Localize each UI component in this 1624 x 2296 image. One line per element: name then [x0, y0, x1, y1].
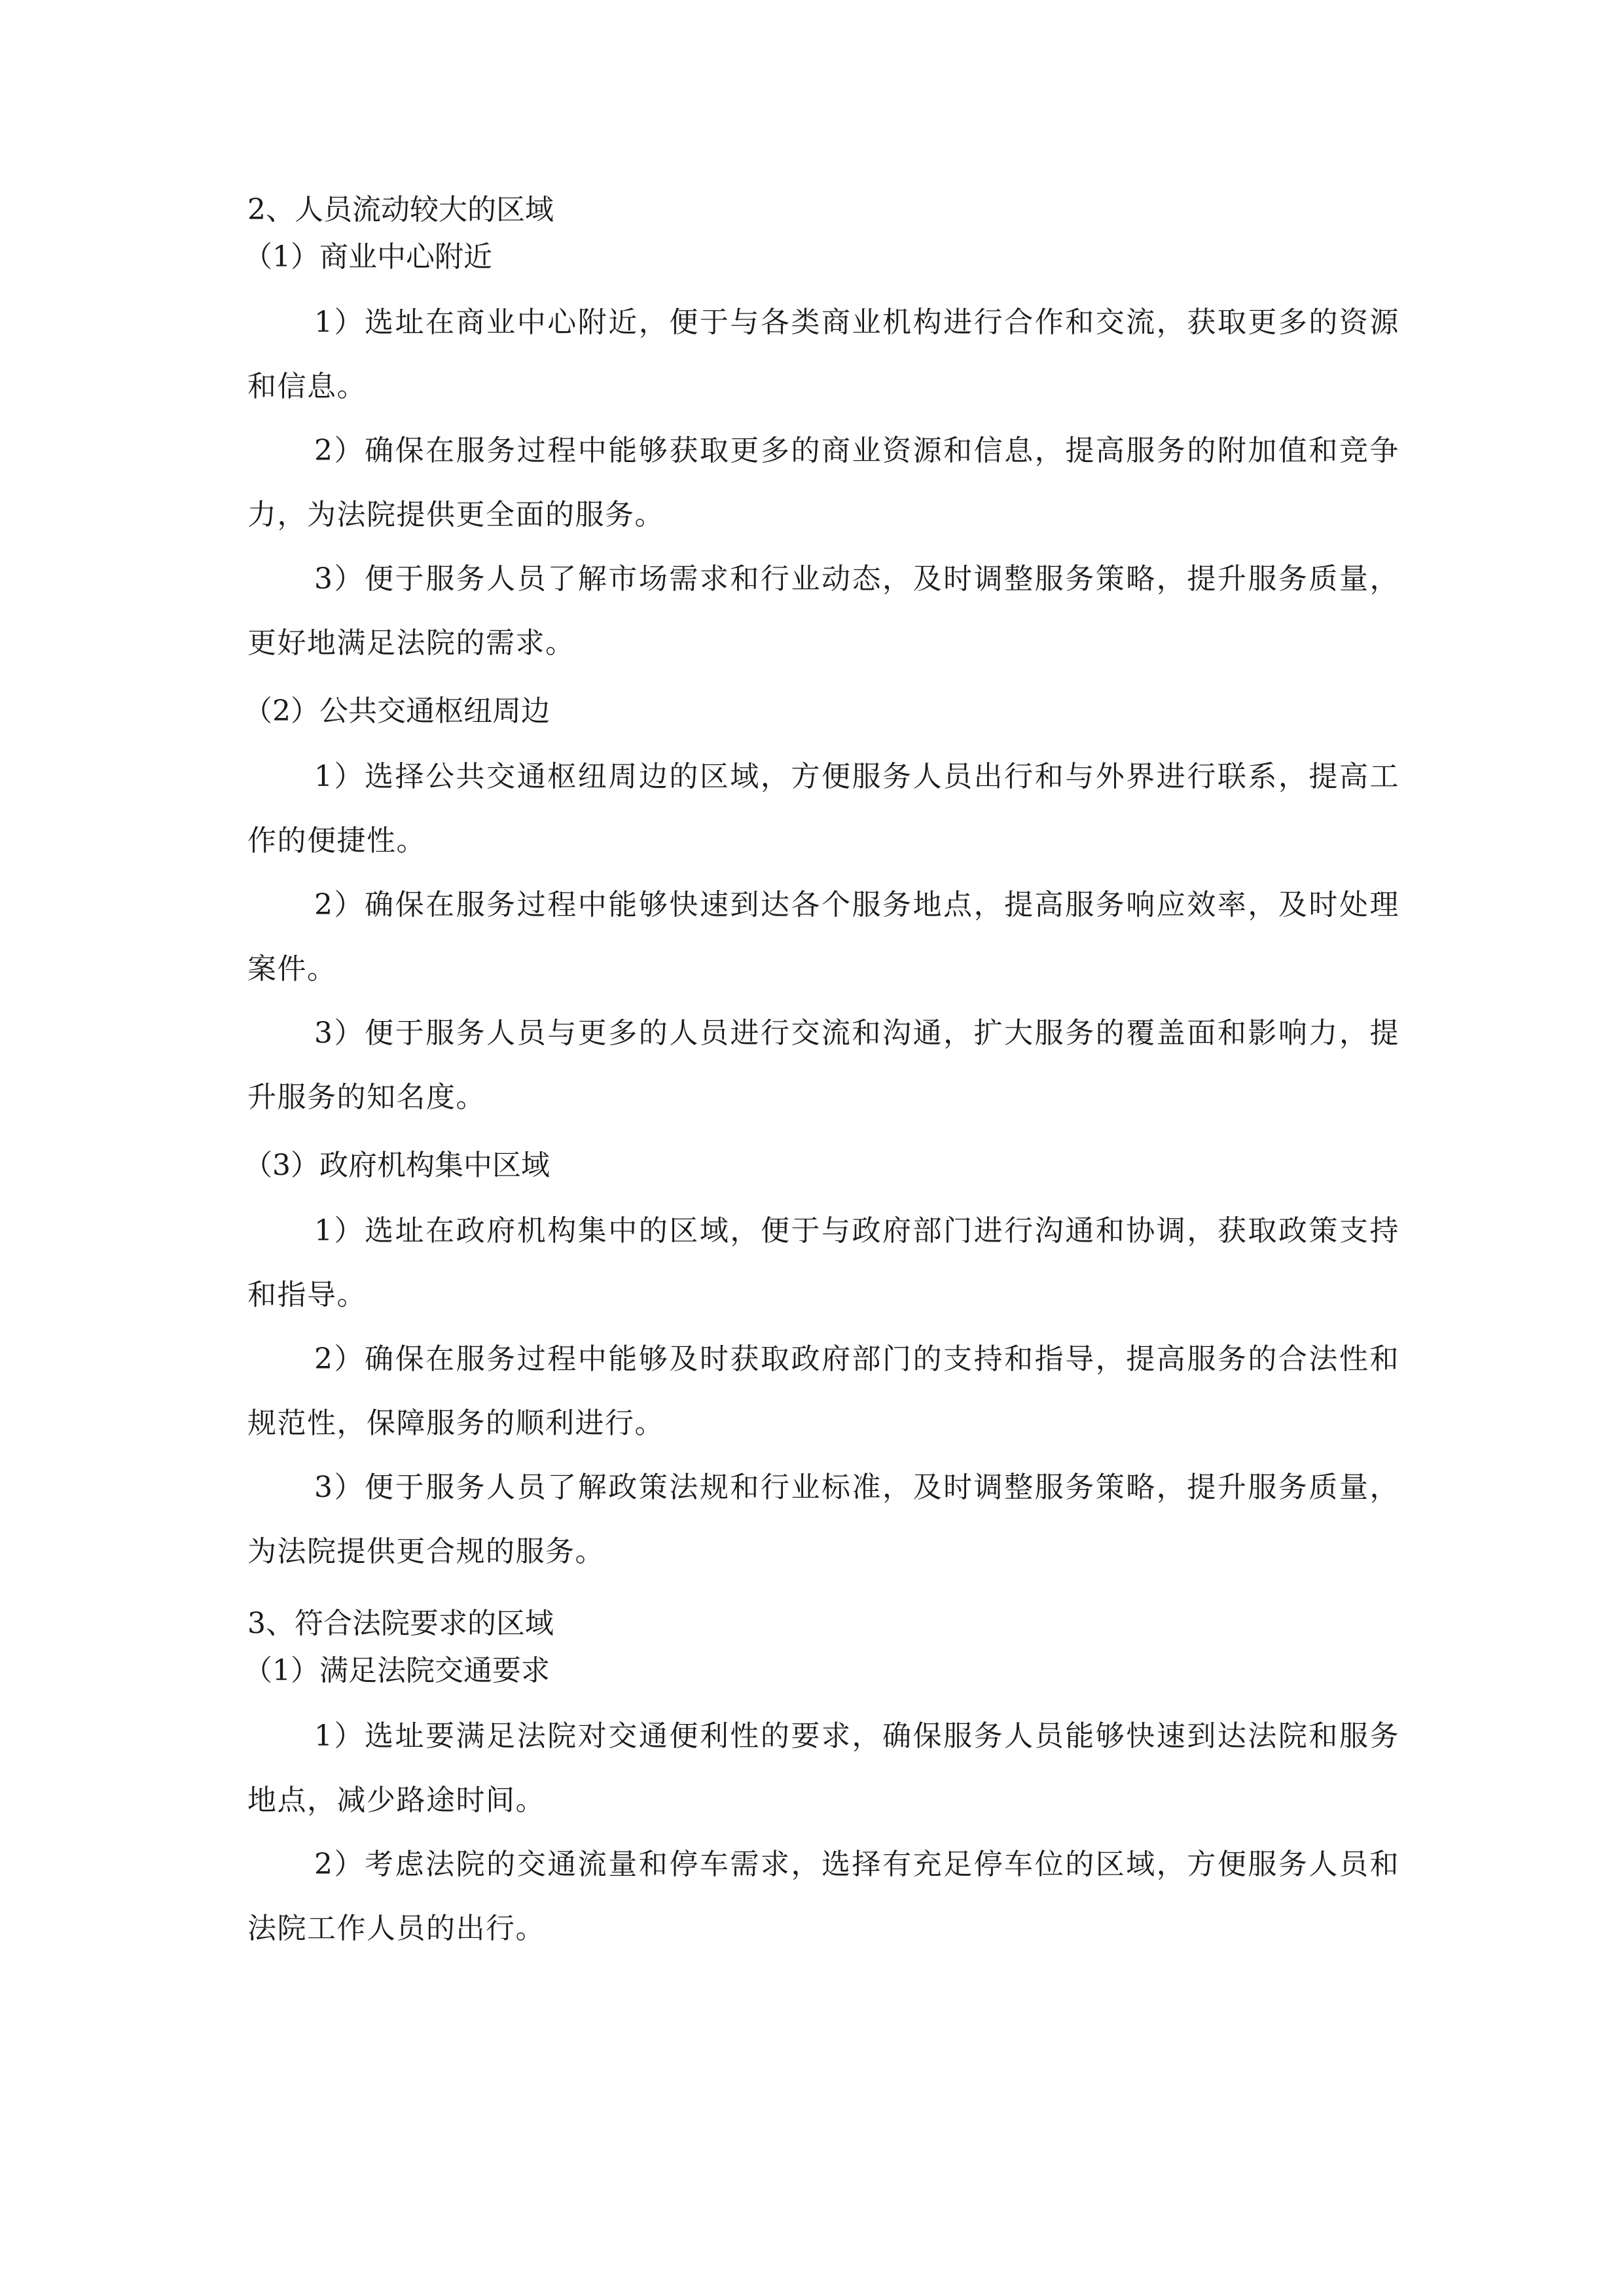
paragraph: 1）选址在政府机构集中的区域，便于与政府部门进行沟通和协调，获取政策支持和指导。: [247, 1214, 1399, 1312]
section-heading: 3、符合法院要求的区域: [247, 1607, 554, 1640]
subsection-title: （2）公共交通枢纽周边: [244, 694, 550, 728]
paragraph: 2）确保在服务过程中能够及时获取政府部门的支持和指导，提高服务的合法性和规范性，保障服务的顺利进行。: [247, 1342, 1399, 1440]
paragraph: 2）确保在服务过程中能够获取更多的商业资源和信息，提高服务的附加值和竞争力，为法院提供更全面的服务。: [247, 434, 1399, 531]
subsection-title: （1）满足法院交通要求: [244, 1654, 550, 1687]
section-heading: 2、人员流动较大的区域: [247, 193, 554, 226]
document-page: [244, 190, 1399, 1961]
paragraph: 1）选址在商业中心附近，便于与各类商业机构进行合作和交流，获取更多的资源和信息。: [247, 306, 1399, 403]
subsection-title: （1）商业中心附近: [244, 240, 492, 274]
paragraph: 3）便于服务人员了解市场需求和行业动态，及时调整服务策略，提升服务质量，更好地满足法院的需求。: [247, 562, 1399, 660]
paragraph: 2）确保在服务过程中能够快速到达各个服务地点，提高服务响应效率，及时处理案件。: [247, 888, 1399, 986]
subsection-title: （3）政府机构集中区域: [244, 1149, 550, 1182]
paragraph: 2）考虑法院的交通流量和停车需求，选择有充足停车位的区域，方便服务人员和法院工作人员的出行。: [247, 1848, 1399, 1945]
paragraph: 3）便于服务人员了解政策法规和行业标准，及时调整服务策略，提升服务质量，为法院提供更合规的服务。: [247, 1471, 1399, 1568]
section-3: [244, 1604, 1399, 1961]
paragraph: 1）选择公共交通枢纽周边的区域，方便服务人员出行和与外界进行联系，提高工作的便捷性。: [247, 760, 1399, 857]
paragraph: 1）选址要满足法院对交通便利性的要求，确保服务人员能够快速到达法院和服务地点，减少路途时间。: [247, 1719, 1399, 1817]
paragraph: 3）便于服务人员与更多的人员进行交流和沟通，扩大服务的覆盖面和影响力，提升服务的知名度。: [247, 1016, 1399, 1114]
section-2: [244, 190, 1399, 1604]
